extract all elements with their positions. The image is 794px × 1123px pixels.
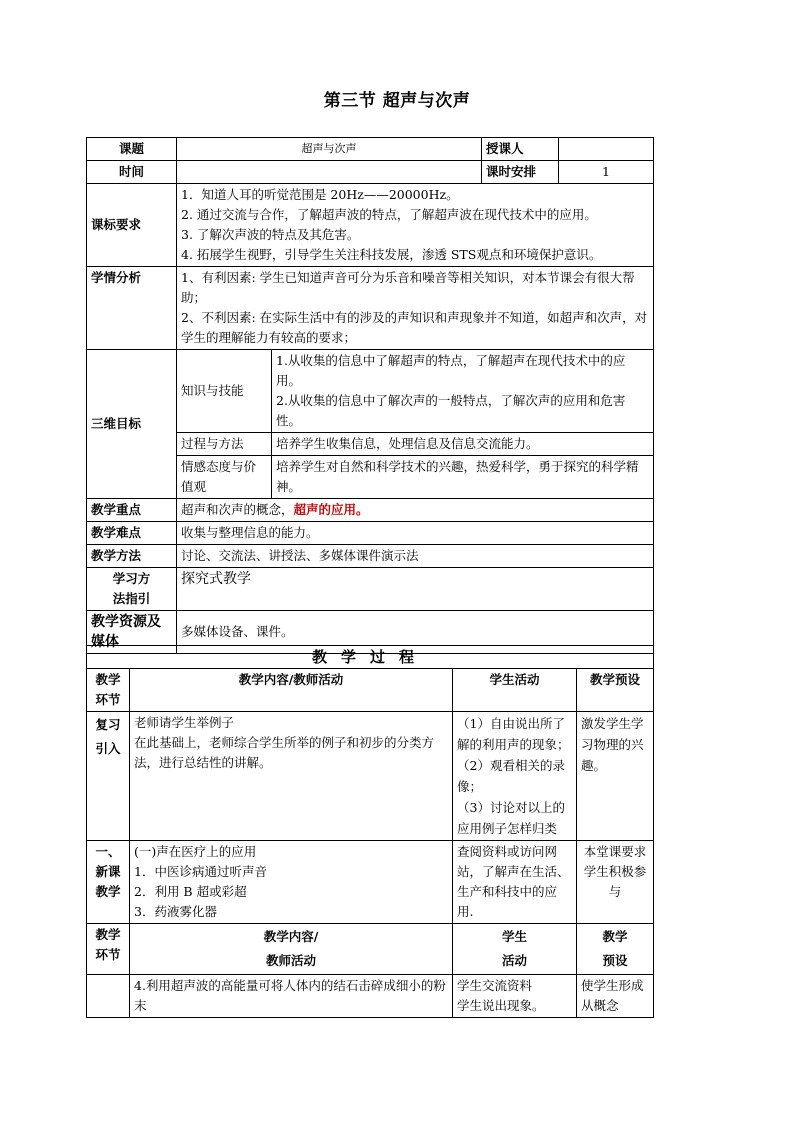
student-text: （3）讨论对以上的应用例子怎样归类 [457, 800, 565, 836]
goal-text: 2.从收集的信息中了解次声的一般特点，了解次声的应用和危害性。 [276, 393, 626, 428]
standards-item: 1．知道人耳的听觉范围是 20Hz——20000Hz。 [181, 187, 459, 202]
design-cell [577, 841, 654, 924]
stage-text: 引入 [95, 741, 121, 756]
page-title: 第三节 超声与次声 [323, 91, 471, 111]
goal-text: 培养学生收集信息，处理信息及信息交流能力。 [276, 436, 539, 451]
student-text: （2）观看相关的录像； [457, 758, 565, 794]
goal-dimension-process: 过程与方法 [177, 433, 272, 456]
header-text: 环节 [95, 692, 121, 707]
lesson-info-table [86, 137, 654, 654]
design-cell: 使学生形成从概念 [577, 975, 654, 1018]
design-text: 本堂课要求学生积极参与 [583, 844, 647, 899]
goal-text: 培养学生对自然和科学技术的兴趣，热爱科学，勇于探究的科学精神。 [276, 459, 639, 494]
stage-cell [87, 975, 130, 1018]
standards-label: 课标要求 [87, 184, 177, 267]
stage-text: 新课 [95, 864, 121, 879]
learner-analysis-item: 2、不利因素: 在实际生活中有的涉及的声知识和声现象并不知道，如超声和次声，对学生的理解能力有较高的要求； [181, 310, 648, 345]
header-text: 预设 [602, 953, 628, 968]
key-points-label: 教学重点 [87, 499, 177, 522]
key-points-highlight: 超声的应用。 [293, 502, 369, 517]
periods-value: 1 [559, 161, 654, 184]
student-text: 学生交流资料 [457, 978, 533, 993]
content-text: 2．利用 B 超或彩超 [134, 884, 247, 899]
goal-dimension-attitude: 情感态度与价值观 [177, 456, 272, 499]
col-stage-header [87, 669, 130, 712]
table-row [87, 712, 654, 841]
standards-item: 2. 通过交流与合作，了解超声波的特点，了解超声波在现代技术中的应用。 [181, 207, 597, 222]
content-text: 老师请学生举例子 [134, 715, 235, 730]
time-value [177, 161, 482, 184]
methods-content: 讨论、交流法、讲授法、多媒体课件演示法 [177, 545, 654, 568]
content-cell [130, 712, 453, 841]
header-text: 环节 [95, 947, 121, 962]
student-text: （1）自由说出所了解的利用声的现象； [457, 716, 570, 752]
goal-content-process [272, 433, 654, 456]
goal-dimension-knowledge: 知识与技能 [177, 350, 272, 433]
table-row [87, 841, 654, 924]
goal-content-attitude [272, 456, 654, 499]
standards-item: 3. 了解次声波的特点及其危害。 [181, 227, 360, 242]
stage-text: 一、 [95, 844, 121, 859]
design-text: 激发学生学习物理的兴趣。 [581, 716, 644, 773]
student-cell [453, 975, 577, 1018]
repeat-student-header [453, 924, 577, 975]
time-label: 时间 [87, 161, 177, 184]
resources-label: 教学资源及媒体 [87, 611, 177, 654]
topic-value: 超声与次声 [177, 138, 482, 161]
header-text: 教学内容/ [263, 929, 319, 944]
stage-cell [87, 712, 130, 841]
header-text: 教师活动 [265, 953, 316, 968]
content-text: 在此基础上，老师综合学生所举的例子和初步的分类方法，进行总结性的讲解。 [134, 735, 435, 770]
header-text: 学生 [501, 929, 527, 944]
difficulties-content: 收集与整理信息的能力。 [177, 522, 654, 545]
repeat-content-header [130, 924, 453, 975]
learner-analysis-content [177, 267, 654, 350]
content-cell: 4.利用超声波的高能量可将人体内的结石击碎成细小的粉末 [130, 975, 453, 1018]
teacher-label: 授课人 [482, 138, 559, 161]
methods-label: 教学方法 [87, 545, 177, 568]
col-student-header: 学生活动 [453, 669, 577, 712]
repeat-design-header [577, 924, 654, 975]
periods-label: 课时安排 [482, 161, 559, 184]
content-text: 3．药液雾化器 [134, 904, 217, 919]
col-design-header: 教学预设 [577, 669, 654, 712]
topic-label: 课题 [87, 138, 177, 161]
goal-content-knowledge [272, 350, 654, 433]
stage-cell [87, 841, 130, 924]
standards-item: 4. 拓展学生视野，引导学生关注科技发展，渗透 STS观点和环境保护意识。 [181, 247, 602, 262]
learner-analysis-item: 1、有利因素: 学生已知道声音可分为乐音和噪音等相关知识，对本节课会有很大帮助； [181, 270, 635, 305]
design-cell [577, 712, 654, 841]
study-guide-content: 探究式教学 [177, 568, 654, 611]
repeat-stage-header [87, 924, 130, 975]
content-text: (一)声在医疗上的应用 [134, 844, 257, 859]
header-text: 活动 [501, 953, 527, 968]
student-text: 查阅资料或访问网站，了解声在生活、生产和科技中的应用. [457, 844, 570, 919]
teacher-value [559, 138, 654, 161]
student-text: 学生说出现象。 [457, 998, 545, 1013]
stage-text: 教学 [95, 884, 121, 899]
study-guide-label-line: 法指引 [112, 591, 151, 606]
study-guide-label-line: 学习方 [112, 571, 151, 586]
resources-content: 多媒体设备、课件。 [177, 611, 654, 654]
difficulties-label: 教学难点 [87, 522, 177, 545]
stage-text: 复习 [95, 717, 121, 732]
goals-label: 三维目标 [87, 350, 177, 499]
header-text: 教学 [602, 929, 628, 944]
content-cell [130, 841, 453, 924]
goal-text: 1.从收集的信息中了解超声的特点，了解超声在现代技术中的应用。 [276, 353, 626, 388]
teaching-process-table [86, 645, 654, 1018]
content-text: 1．中医诊病通过听声音 [134, 864, 267, 879]
standards-content [177, 184, 654, 267]
process-heading: 教学过程 [87, 646, 654, 669]
key-points-content [177, 499, 654, 522]
learner-analysis-label: 学情分析 [87, 267, 177, 350]
col-content-header: 教学内容/教师活动 [130, 669, 453, 712]
student-cell [453, 712, 577, 841]
table-row [87, 975, 654, 1018]
header-text: 教学 [95, 672, 121, 687]
key-points-text: 超声和次声的概念， [181, 502, 294, 517]
student-cell [453, 841, 577, 924]
study-guide-label [87, 568, 177, 611]
header-text: 教学 [95, 927, 121, 942]
